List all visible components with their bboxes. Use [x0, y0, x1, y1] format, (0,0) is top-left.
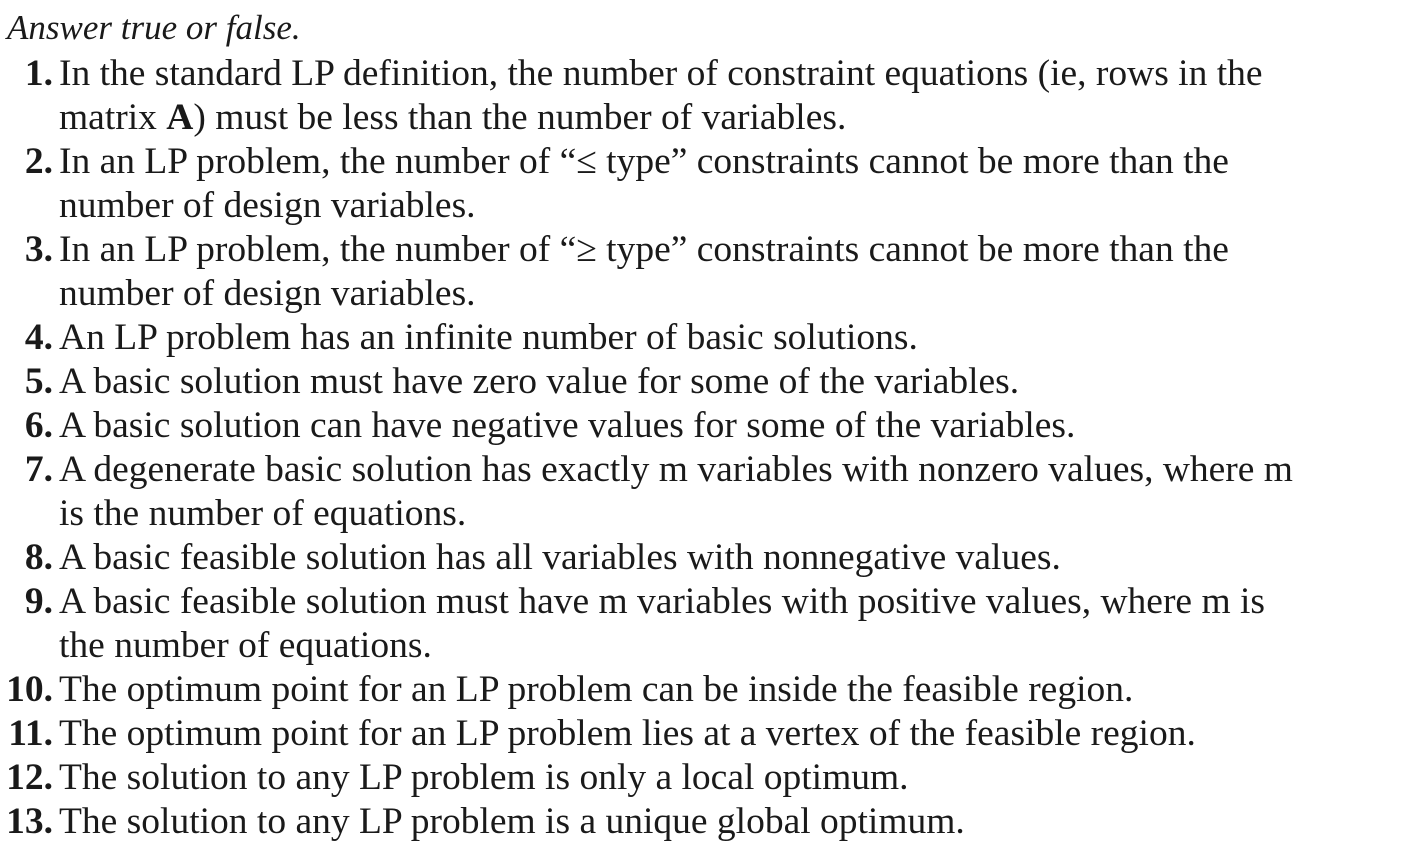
question-number: 13. — [6, 801, 53, 842]
question-number: 9. — [24, 581, 53, 622]
question-text: A basic solution can have negative values for some of the variables. — [59, 405, 1076, 446]
question-number: 1. — [24, 53, 53, 94]
question-text: A basic feasible solution has all variables with nonnegative values. — [59, 537, 1061, 578]
question-text: In the standard LP definition, the number of constraint equations (ie, rows in the matrix A) must be less than the number of variables. — [59, 53, 1263, 138]
instruction-text: Answer true or false. — [7, 8, 301, 47]
question-number: 8. — [24, 537, 53, 578]
matrix-symbol: A — [166, 97, 194, 138]
question-number: 2. — [24, 141, 53, 182]
question-number: 6. — [24, 405, 53, 446]
question-text: In an LP problem, the number of “≥ type” constraints cannot be more than the number of design variables. — [59, 229, 1229, 314]
question-number: 5. — [24, 361, 53, 402]
question-number: 12. — [6, 757, 53, 798]
question-text: A degenerate basic solution has exactly m variables with nonzero values, where m is the number of equations. — [59, 449, 1293, 534]
question-text: The solution to any LP problem is a unique global optimum. — [59, 801, 965, 842]
question-text: The optimum point for an LP problem can be inside the feasible region. — [59, 669, 1134, 710]
question-number: 7. — [24, 449, 53, 490]
question-text: The optimum point for an LP problem lies at a vertex of the feasible region. — [59, 713, 1196, 754]
question-text: The solution to any LP problem is only a local optimum. — [59, 757, 909, 798]
question-number: 10. — [6, 669, 53, 710]
question-number: 4. — [24, 317, 53, 358]
question-text: A basic solution must have zero value for some of the variables. — [59, 361, 1020, 402]
question-number: 3. — [24, 229, 53, 270]
question-text: An LP problem has an infinite number of basic solutions. — [59, 317, 918, 358]
question-text: A basic feasible solution must have m variables with positive values, where m is the number of equations. — [59, 581, 1266, 666]
question-text: In an LP problem, the number of “≤ type” constraints cannot be more than the number of design variables. — [59, 141, 1229, 226]
question-number: 11. — [8, 713, 53, 754]
